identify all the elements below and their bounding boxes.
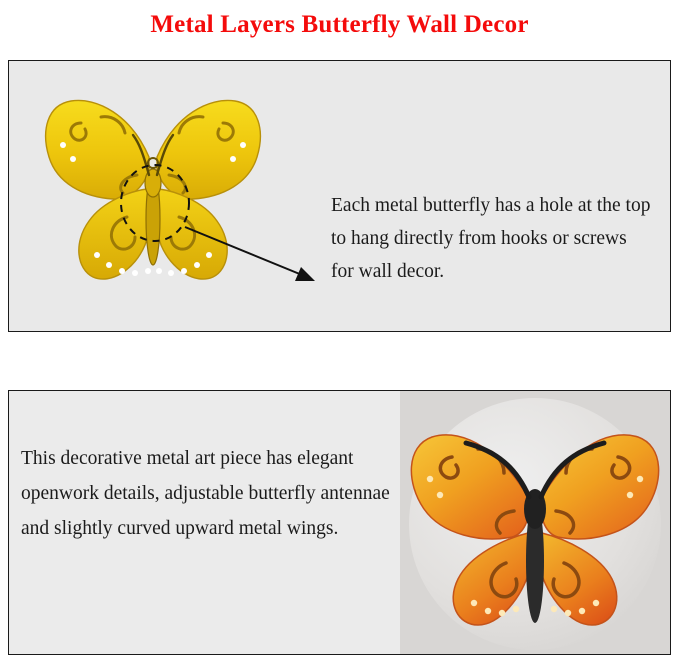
hanging-hole-marker bbox=[119, 171, 339, 301]
feature-panel-hanging-hole bbox=[8, 60, 671, 332]
orange-butterfly-photo bbox=[400, 391, 670, 655]
description-panel bbox=[8, 390, 671, 655]
page-title: Metal Layers Butterfly Wall Decor bbox=[150, 11, 529, 38]
product-description-text: This decorative metal art piece has elegant openwork details, adjustable butterfly antennae and slightly curved upward metal wings. bbox=[21, 448, 390, 539]
hanging-hole-callout-text: Each metal butterfly has a hole at the top to hang directly from hooks or screws for wall decor. bbox=[331, 195, 651, 282]
